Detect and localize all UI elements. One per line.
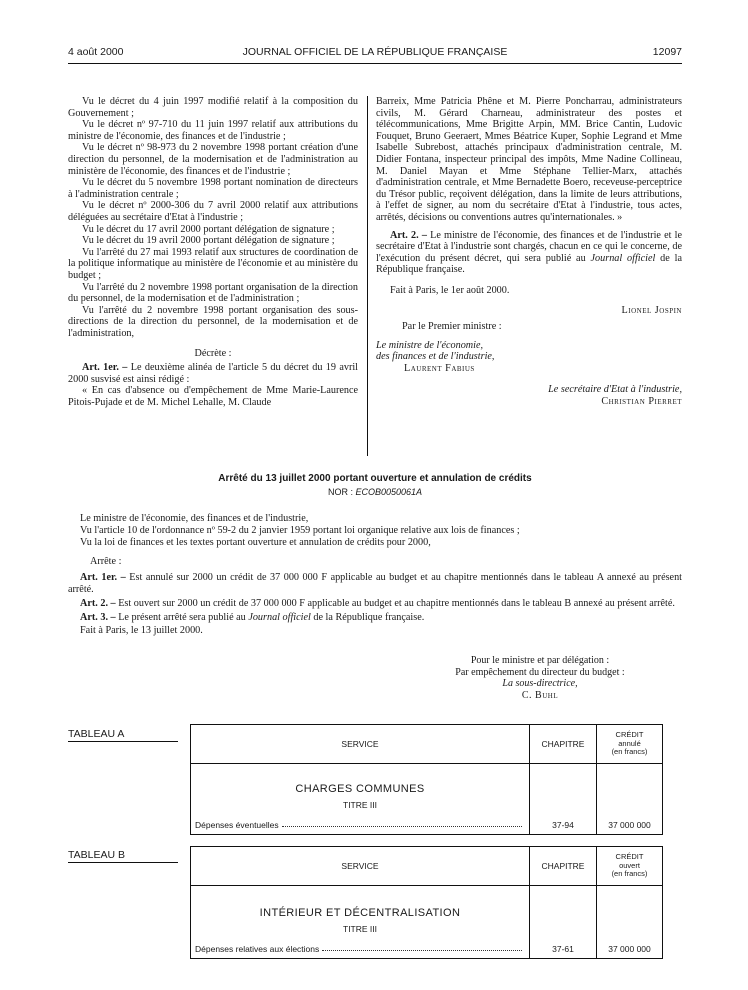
tableau-b xyxy=(190,846,663,959)
credit-header-line: (en francs) xyxy=(611,869,648,879)
by-prime-minister: Par le Premier ministre : xyxy=(402,321,502,333)
chapitre-cell: 37-94 xyxy=(530,764,597,835)
quote-continued: Barreix, Mme Patricia Phêne et M. Pierre Poncharrau, administrateurs civils, M. Gérard Charneau, administrateur des postes et télécommunications, Mme Brigitte Arpin, MM. Brice Cantin, Ludovic Fouquet, Bruno Geeraert, Mmes Béatrice Kuper, Sophie Legrand et Mme Isabelle Subrebost, attachés principaux d'administration centrale, M. Didier Fontana, inspecteur principal des impôts, Mme Nadine Collineau, M. Daniel Mayan et Mme Stéphane Tellier-Marx, attachés d'administration centrale, et Mme Bernadette Boero, receveuse-perceptrice du Trésor public, reçoivent délégation, dans la limite de leurs attributions, à l'effet de signer, au nom du secrétaire d'Etat à l'industrie, tous actes, arrêtés, décisions ou conventions autres qu'internationales. » xyxy=(376,96,682,223)
service-cell xyxy=(191,764,530,835)
article-2 xyxy=(376,230,682,276)
article-1-text: Le deuxième alinéa de l'article 5 du décret du 19 avril 2000 susvisé est ainsi rédigé : xyxy=(68,362,358,385)
table-row xyxy=(195,944,525,954)
quote-start: « En cas d'absence ou d'empêchement de Mme Marie-Laurence Pitois-Pujade et de M. Michel Lehalle, M. Claude xyxy=(68,385,358,408)
column-header-service: SERVICE xyxy=(191,725,530,764)
leader-dots xyxy=(282,826,522,827)
column-header-credit xyxy=(597,847,663,886)
visa-paragraph: Vu le décret du 4 juin 1997 modifié relatif à la composition du Gouvernement ; xyxy=(68,96,358,119)
arrete-signature-block xyxy=(420,655,660,701)
column-divider xyxy=(367,96,368,456)
article-2-label: Art. 2. – xyxy=(390,229,427,241)
article-2-text-end: de la République française. xyxy=(376,252,682,276)
row-label: Dépenses éventuelles xyxy=(195,820,279,830)
tableau-a xyxy=(190,724,663,835)
credit-header-line: ouvert xyxy=(619,860,640,870)
signatory-pierret: Christian Pierret xyxy=(601,396,682,408)
tableau-a-label: TABLEAU A xyxy=(68,728,178,742)
done-at: Fait à Paris, le 1er août 2000. xyxy=(390,284,510,296)
nor-reference xyxy=(68,487,682,497)
signature-name: C. Buhl xyxy=(521,689,559,701)
journal-officiel-ref: Journal officiel xyxy=(590,252,656,264)
budget-heading: INTÉRIEUR ET DÉCENTRALISATION xyxy=(259,907,461,919)
arrete-title: Arrêté du 13 juillet 2000 portant ouverture et annulation de crédits xyxy=(218,473,532,484)
article-1 xyxy=(68,362,358,385)
minister-title-line2: des finances et de l'industrie, xyxy=(376,351,495,363)
credit-header-line: (en francs) xyxy=(611,747,648,757)
arrete-article-3-text-end: de la République française. xyxy=(310,611,425,623)
signatory-fabius: Laurent Fabius xyxy=(404,362,475,374)
header-page-number: 12097 xyxy=(652,46,682,58)
arrete-done-at: Fait à Paris, le 13 juillet 2000. xyxy=(80,625,203,637)
arrete-article-1-label: Art. 1er. – xyxy=(80,572,126,584)
secretary-title xyxy=(376,384,682,396)
visa-paragraph: Vu le décret nº 97-710 du 11 juin 1997 relatif aux attributions du ministre de l'économie, des finances et de l'industrie ; xyxy=(68,119,358,142)
arrete-article-2-label: Art. 2. – xyxy=(80,597,116,609)
minister-title xyxy=(376,340,682,352)
column-header-chapitre: CHAPITRE xyxy=(530,847,597,886)
column-header-service: SERVICE xyxy=(191,847,530,886)
signature-line: Par empêchement du directeur du budget : xyxy=(455,666,625,678)
journal-officiel-ref: Journal officiel xyxy=(248,611,311,623)
visa-paragraph: Vu le décret du 19 avril 2000 portant délégation de signature ; xyxy=(82,235,335,247)
chapitre-cell: 37-61 xyxy=(530,886,597,959)
article-2-text: Le ministre de l'économie, des finances et de l'industrie et le secrétaire d'Etat à l'industrie sont chargés, chacun en ce qui le concerne, de l'exécution du présent décret, qui sera publié au xyxy=(376,229,682,264)
visa-paragraph: Vu l'arrêté du 27 mai 1993 relatif aux structures de coordination de la politique informatique au ministère de l'économie et au ministère du budget ; xyxy=(68,246,358,281)
minister-title-line1: Le ministre de l'économie, xyxy=(376,339,484,351)
preamble-line: Le ministre de l'économie, des finances et de l'industrie, xyxy=(80,513,309,524)
signature-role: La sous-directrice, xyxy=(502,678,578,690)
column-header-chapitre: CHAPITRE xyxy=(530,725,597,764)
amount-cell: 37 000 000 xyxy=(597,886,663,959)
arrete-article-2 xyxy=(68,598,682,610)
minister-title-2 xyxy=(376,351,682,363)
preamble-line: Vu l'article 10 de l'ordonnance nº 59-2 du 2 janvier 1959 portant loi organique relative aux lois de finances ; xyxy=(80,524,520,536)
right-column xyxy=(376,96,682,408)
left-column xyxy=(68,96,358,408)
header-journal-title: JOURNAL OFFICIEL DE LA RÉPUBLIQUE FRANÇAISE xyxy=(242,46,508,58)
decrete-heading: Décrète : xyxy=(194,348,232,360)
arrete-article-3-text: Le présent arrêté sera publié au xyxy=(118,611,249,623)
arrete-article-3-label: Art. 3. – xyxy=(80,611,116,623)
amount-cell: 37 000 000 xyxy=(597,764,663,835)
credit-header-line: CRÉDIT xyxy=(615,730,644,740)
nor-label: NOR : xyxy=(327,487,356,497)
signatory-jospin: Lionel Jospin xyxy=(621,304,682,316)
credit-header-line: annulé xyxy=(618,738,641,748)
budget-heading: CHARGES COMMUNES xyxy=(295,783,425,795)
visa-paragraph: Vu l'arrêté du 2 novembre 1998 portant organisation des sous-directions de la direction du personnel, de la modernisation et de l'administration, xyxy=(68,304,358,339)
leader-dots xyxy=(322,950,522,951)
visa-paragraph: Vu le décret nº 98-973 du 2 novembre 1998 portant création d'une direction du personnel, de la modernisation et de l'administration au ministère de l'économie, des finances et de l'industrie ; xyxy=(68,142,358,177)
tableau-b-label: TABLEAU B xyxy=(68,849,178,863)
arrete-article-1 xyxy=(68,572,682,596)
visa-paragraph: Vu le décret du 5 novembre 1998 portant nomination de directeurs à l'administration centrale ; xyxy=(68,177,358,200)
column-header-credit xyxy=(597,725,663,764)
arrete-body xyxy=(68,513,682,637)
signature-line: Pour le ministre et par délégation : xyxy=(470,655,610,666)
visa-paragraph: Vu le décret nº 2000-306 du 7 avril 2000 relatif aux attributions déléguées au secrétaire d'Etat à l'industrie ; xyxy=(68,200,358,223)
page-header xyxy=(68,46,682,62)
titre-label: TITRE III xyxy=(343,800,377,810)
preamble-line: Vu la loi de finances et les textes portant ouverture et annulation de crédits pour 2000, xyxy=(80,536,431,548)
arrete-heading: Arrête : xyxy=(90,556,122,568)
nor-code: ECOB0050061A xyxy=(355,487,423,497)
secretary-title-text: Le secrétaire d'Etat à l'industrie, xyxy=(548,384,682,396)
credit-header-line: CRÉDIT xyxy=(615,852,644,862)
visa-paragraph: Vu le décret du 17 avril 2000 portant délégation de signature ; xyxy=(82,223,335,235)
article-1-label: Art. 1er. – xyxy=(82,362,128,374)
table-row xyxy=(195,820,525,830)
header-rule xyxy=(68,63,682,64)
row-label: Dépenses relatives aux élections xyxy=(195,944,320,954)
header-date: 4 août 2000 xyxy=(68,46,124,58)
arrete-article-3 xyxy=(68,612,682,624)
arrete-article-1-text: Est annulé sur 2000 un crédit de 37 000 000 F applicable au budget et au chapitre mentionnés dans le tableau A annexé au présent arrêté. xyxy=(68,572,683,595)
visa-paragraph: Vu l'arrêté du 2 novembre 1998 portant organisation de la direction du personnel, de la modernisation et de l'administration ; xyxy=(68,281,358,305)
titre-label: TITRE III xyxy=(343,924,377,934)
arrete-article-2-text: Est ouvert sur 2000 un crédit de 37 000 000 F applicable au budget et au chapitre mentionnés dans le tableau B annexé au présent arrêté. xyxy=(118,597,675,609)
service-cell xyxy=(191,886,530,959)
